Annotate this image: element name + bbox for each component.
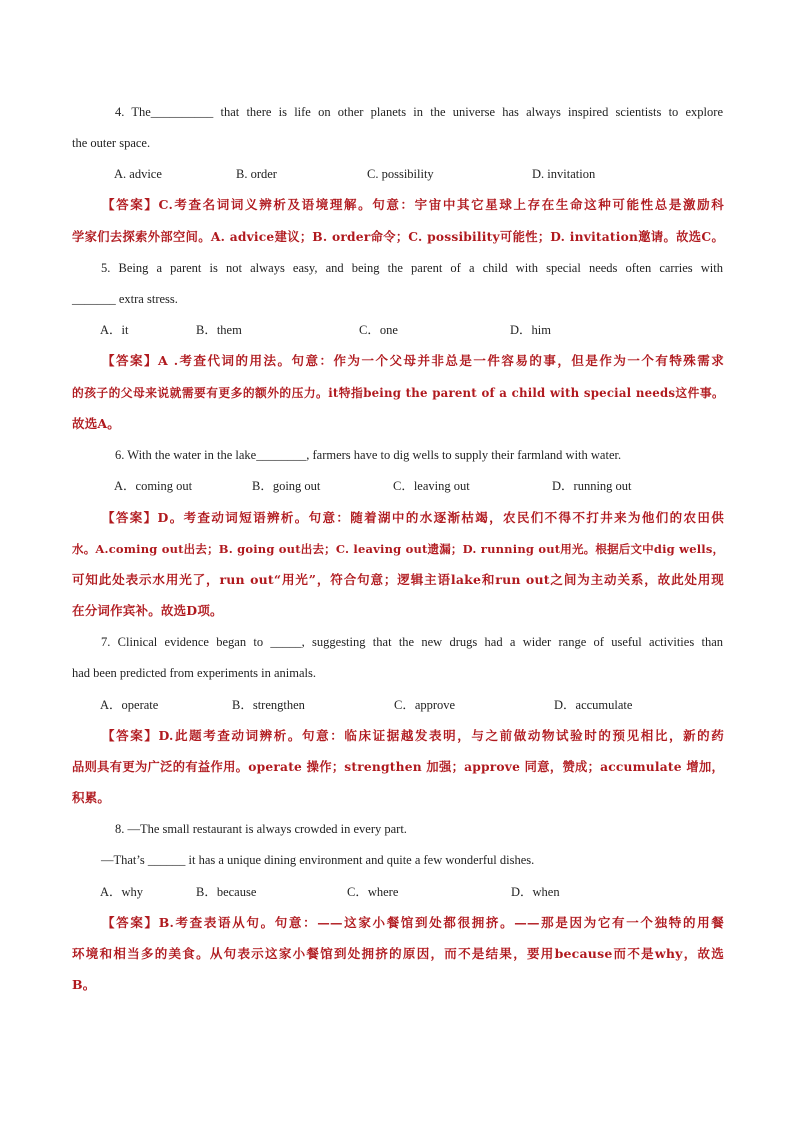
answer-7-line-1: 【答案】D.此题考查动词辨析。句意：临床证据越发表明，与之前做动物试验时的预见相比，新的药 [102,728,724,743]
option-d: D．running out [552,479,632,493]
answer-6-line-4: 在分词作宾补。故选D项。 [72,603,223,618]
option-a: A. advice [114,167,162,181]
option-b: B．strengthen [232,698,305,712]
answer-7-line-3: 积累。 [72,790,111,805]
option-b: B．them [196,323,242,337]
option-b: B. order [236,167,277,181]
answer-4-line-2: 学家们去探索外部空间。A. advice建议；B. order命令；C. possibility可能性；D. invitation邀请。故选C。 [72,229,724,244]
option-a: A．coming out [114,479,193,493]
option-c: C. possibility [367,167,434,181]
answer-6-line-1: 【答案】D。考查动词短语辨析。句意：随着湖中的水逐渐枯竭，农民们不得不打井来为他们的农田供 [102,510,724,525]
answer-5-line-2: 的孩子的父母来说就需要有更多的额外的压力。it特指being the parent of a child with special needs这件事。 [72,386,724,400]
question-7-options [72,697,724,713]
option-d: D. invitation [532,167,596,181]
option-d: D．accumulate [554,698,633,712]
option-b: B．because [196,885,257,899]
option-d: D．him [510,323,551,337]
question-4-stem: 4. The__________ that there is life on other planets in the universe has always inspired scientists to explore [115,105,723,119]
question-4-stem-cont: the outer space. [72,136,151,150]
question-8-stem: 8. —The small restaurant is always crowded in every part. [115,822,407,836]
question-7-stem: 7. Clinical evidence began to _____, suggesting that the new drugs had a wider range of useful activities than [101,635,723,649]
option-a: A．it [100,323,129,337]
question-6-options [72,478,724,494]
question-5-options [72,322,724,338]
option-c: C．one [359,323,398,337]
answer-7-line-2: 品则具有更为广泛的有益作用。operate 操作；strengthen 加强；approve 同意，赞成；accumulate 增加， [72,759,724,774]
answer-8-line-3: B。 [72,977,96,992]
answer-5-line-1: 【答案】A .考查代词的用法。句意：作为一个父母并非总是一件容易的事，但是作为一个有特殊需求 [102,353,724,368]
question-5-stem: 5. Being a parent is not always easy, and being the parent of a child with special needs often carries with [101,261,723,275]
question-8-stem-cont: —That’s ______ it has a unique dining environment and quite a few wonderful dishes. [101,853,535,867]
option-c: C．where [347,885,399,899]
question-5-stem-cont: _______ extra stress. [72,292,178,306]
question-8-options [72,884,724,900]
question-6-stem: 6. With the water in the lake________, farmers have to dig wells to supply their farmland with water. [115,448,622,462]
option-c: C．approve [394,698,456,712]
option-a: A．why [100,885,144,899]
option-a: A．operate [100,698,159,712]
answer-6-line-2: 水。A.coming out出去；B. going out出去；C. leaving out遗漏；D. running out用光。根据后文中dig wells， [72,542,725,556]
answer-4-line-1: 【答案】C.考查名词词义辨析及语境理解。句意：宇宙中其它星球上存在生命这种可能性总是激励科 [102,197,724,212]
answer-8-line-1: 【答案】B.考查表语从句。句意：——这家小餐馆到处都很拥挤。——那是因为它有一个独特的用餐 [102,915,724,930]
question-7-stem-cont: had been predicted from experiments in animals. [72,666,317,680]
option-b: B．going out [252,479,321,493]
answer-8-line-2: 环境和相当多的美食。从句表示这家小餐馆到处拥挤的原因，而不是结果，要用because而不是why，故选 [72,946,724,961]
answer-6-line-3: 可知此处表示水用光了，run out“用光”，符合句意；逻辑主语lake和run out之间为主动关系，故此处用现 [72,572,724,587]
option-c: C．leaving out [393,479,470,493]
answer-5-line-3: 故选A。 [72,416,120,431]
option-d: D．when [511,885,560,899]
question-4-options [72,166,724,182]
